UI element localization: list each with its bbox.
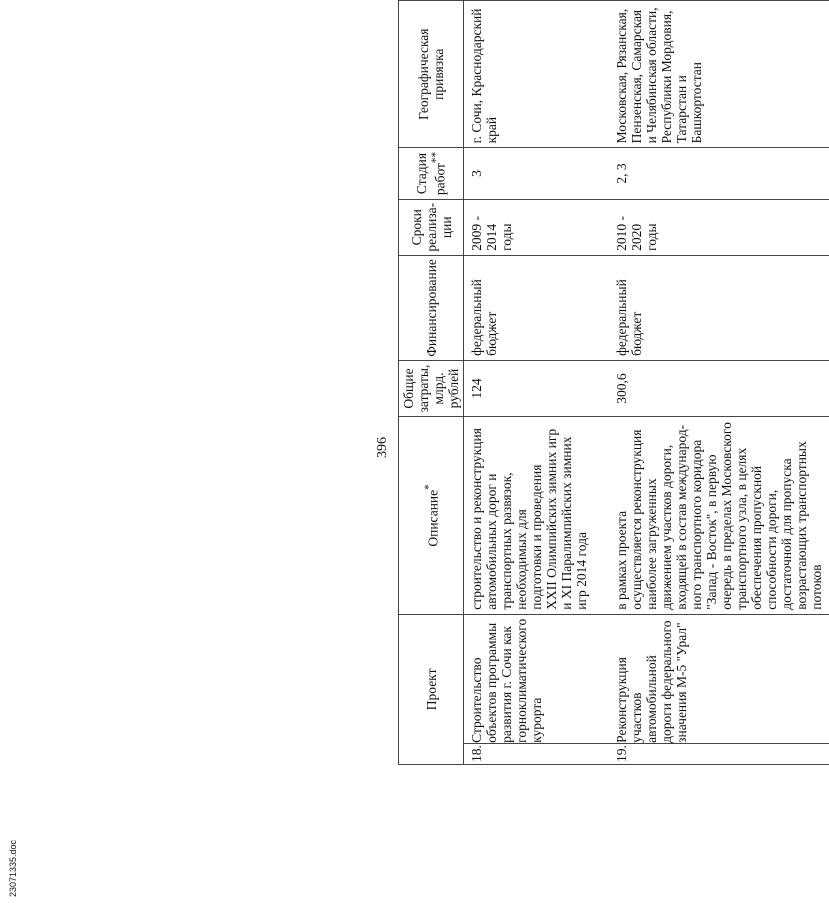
row-number: 19. [609, 743, 829, 764]
header-financing: Финансирование [399, 255, 464, 360]
header-description: Описание* [399, 417, 464, 615]
geo-cell: г. Сочи, Краснодарский край [464, 1, 610, 148]
financing-cell: федеральный бюджет [464, 255, 610, 360]
geo-cell: Московская, Рязанская, Пензенская, Самарская и Челябинская области, Республики Мордовия, Татарстан и Башкортостан [609, 1, 829, 148]
costs-cell: 300,6 [609, 360, 829, 416]
financing-cell: федеральный бюджет [609, 255, 829, 360]
project-cell: Реконструкция участков автомобильной дороги федерального значения М-5 "Урал" [609, 614, 829, 743]
description-cell: в рамках проекта осуществляется реконструкция наиболее загруженных движением участков дороги, входящей в состав международ- ного транспортного коридора "Запад - Восток", в первую очередь в пределах Московского транспортного узла, в целях обеспечения пропускной способности дороги, достаточной для пропуска возрастающих транспортных потоков [609, 417, 829, 615]
header-terms: Сроки реализа- ции [399, 199, 464, 255]
header-geo: Географическая привязка [399, 1, 464, 148]
terms-cell: 2010 - 2020 годы [609, 199, 829, 255]
page-number: 396 [375, 437, 390, 458]
description-footnote-mark: * [422, 484, 435, 490]
stage-cell: 3 [464, 148, 610, 199]
header-costs: Общие затраты, млрд. рублей [399, 360, 464, 416]
header-stage: Стадия работ** [399, 148, 464, 199]
header-project: Проект [399, 614, 464, 764]
stage-cell: 2, 3 [609, 148, 829, 199]
costs-cell: 124 [464, 360, 610, 416]
row-number: 18. [464, 743, 610, 764]
table-row [609, 1, 829, 765]
table-header-row [399, 1, 464, 765]
document-id: 23071335.doc [8, 839, 18, 897]
description-cell: строительство и реконструкция автомобильных дорог и транспортных развязок, необходимых для подготовки и проведения XXII Олимпийских зимних игр и XI Паралимпийских зимних игр 2014 года [464, 417, 610, 615]
project-cell: Строительство объектов программы развития г. Сочи как горноклиматического курорта [464, 614, 610, 743]
projects-table [398, 0, 829, 765]
table-row [464, 1, 610, 765]
stage-footnote-mark: ** [430, 151, 443, 164]
terms-cell: 2009 - 2014 годы [464, 199, 610, 255]
